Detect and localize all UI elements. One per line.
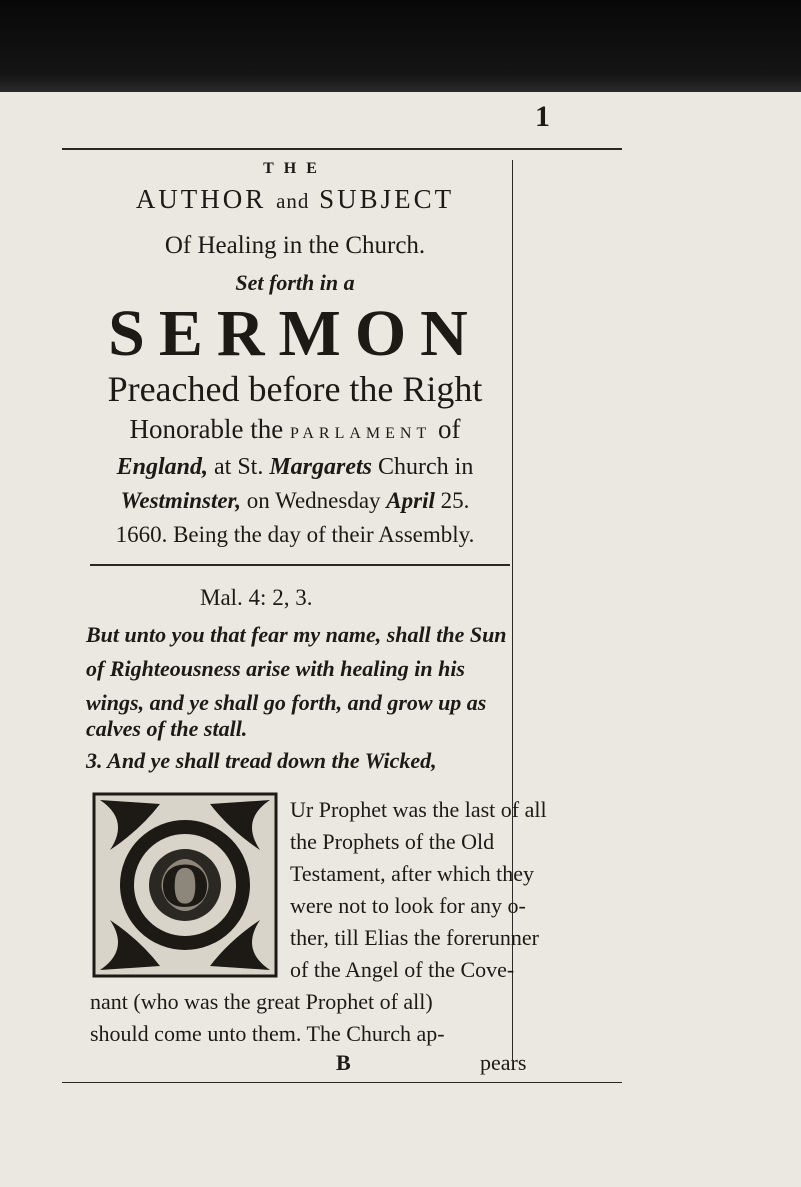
body-line: nant (who was the great Prophet of all): [90, 989, 433, 1014]
title-england-line: [80, 454, 510, 481]
verse-line: But unto you that fear my name, shall the Sun: [86, 622, 507, 647]
body-line: of the Angel of the Cove-: [290, 957, 515, 982]
parliament-word: PARLAMENT: [289, 425, 432, 442]
at-st: at St.: [208, 454, 270, 480]
footer-rule: [62, 1082, 622, 1083]
body-line: Testament, after which they: [290, 861, 535, 886]
title-of-healing: Of Healing in the Church.: [164, 232, 426, 259]
page-number: 1: [535, 100, 550, 133]
and-word: and: [276, 189, 310, 213]
body-line: were not to look for any o-: [290, 893, 526, 918]
subject-word: SUBJECT: [319, 184, 455, 214]
title-date-line: 1660. Being the day of their Assembly.: [115, 522, 475, 547]
catchword: pears: [480, 1050, 527, 1075]
dropcap-letter: O: [160, 854, 210, 920]
body-line: Ur Prophet was the last of all: [290, 797, 547, 822]
body-line: should come unto them. The Church ap-: [90, 1021, 445, 1046]
of-word: of: [438, 414, 461, 444]
scripture-reference: Mal. 4: 2, 3.: [200, 585, 313, 610]
title-westminster-line: [80, 488, 510, 514]
verse-line: wings, and ye shall go forth, and grow up as: [86, 690, 487, 715]
divider-rule: [90, 564, 510, 566]
on-wednesday: on Wednesday: [241, 488, 387, 513]
margarets-word: Margarets: [269, 454, 373, 480]
title-set-forth: Set forth in a: [235, 270, 355, 295]
body-line: the Prophets of the Old: [290, 829, 495, 854]
title-preached: Preached before the Right: [107, 369, 483, 409]
date-number: 25.: [434, 488, 470, 513]
title-sermon: SERMON: [108, 297, 482, 370]
ornamental-dropcap-icon: [90, 790, 280, 980]
verse-line: of Righteousness arise with healing in his: [86, 656, 465, 681]
scan-border-top: [0, 0, 801, 92]
honorable-text: Honorable the: [129, 414, 284, 444]
title-honorable: [80, 414, 510, 445]
body-line: ther, till Elias the forerunner: [290, 925, 539, 950]
verse-line: 3. And ye shall tread down the Wicked,: [86, 748, 437, 773]
verse-line: calves of the stall.: [86, 716, 248, 741]
england-word: England,: [116, 454, 208, 480]
title-author-subject: [80, 184, 510, 215]
header-rule: [62, 148, 622, 150]
church-in: Church in: [372, 454, 474, 480]
title-the: THE: [263, 160, 327, 177]
signature-mark: B: [336, 1050, 351, 1075]
westminster-word: Westminster,: [120, 488, 241, 513]
april-word: April: [386, 488, 435, 513]
author-word: AUTHOR: [135, 184, 267, 214]
